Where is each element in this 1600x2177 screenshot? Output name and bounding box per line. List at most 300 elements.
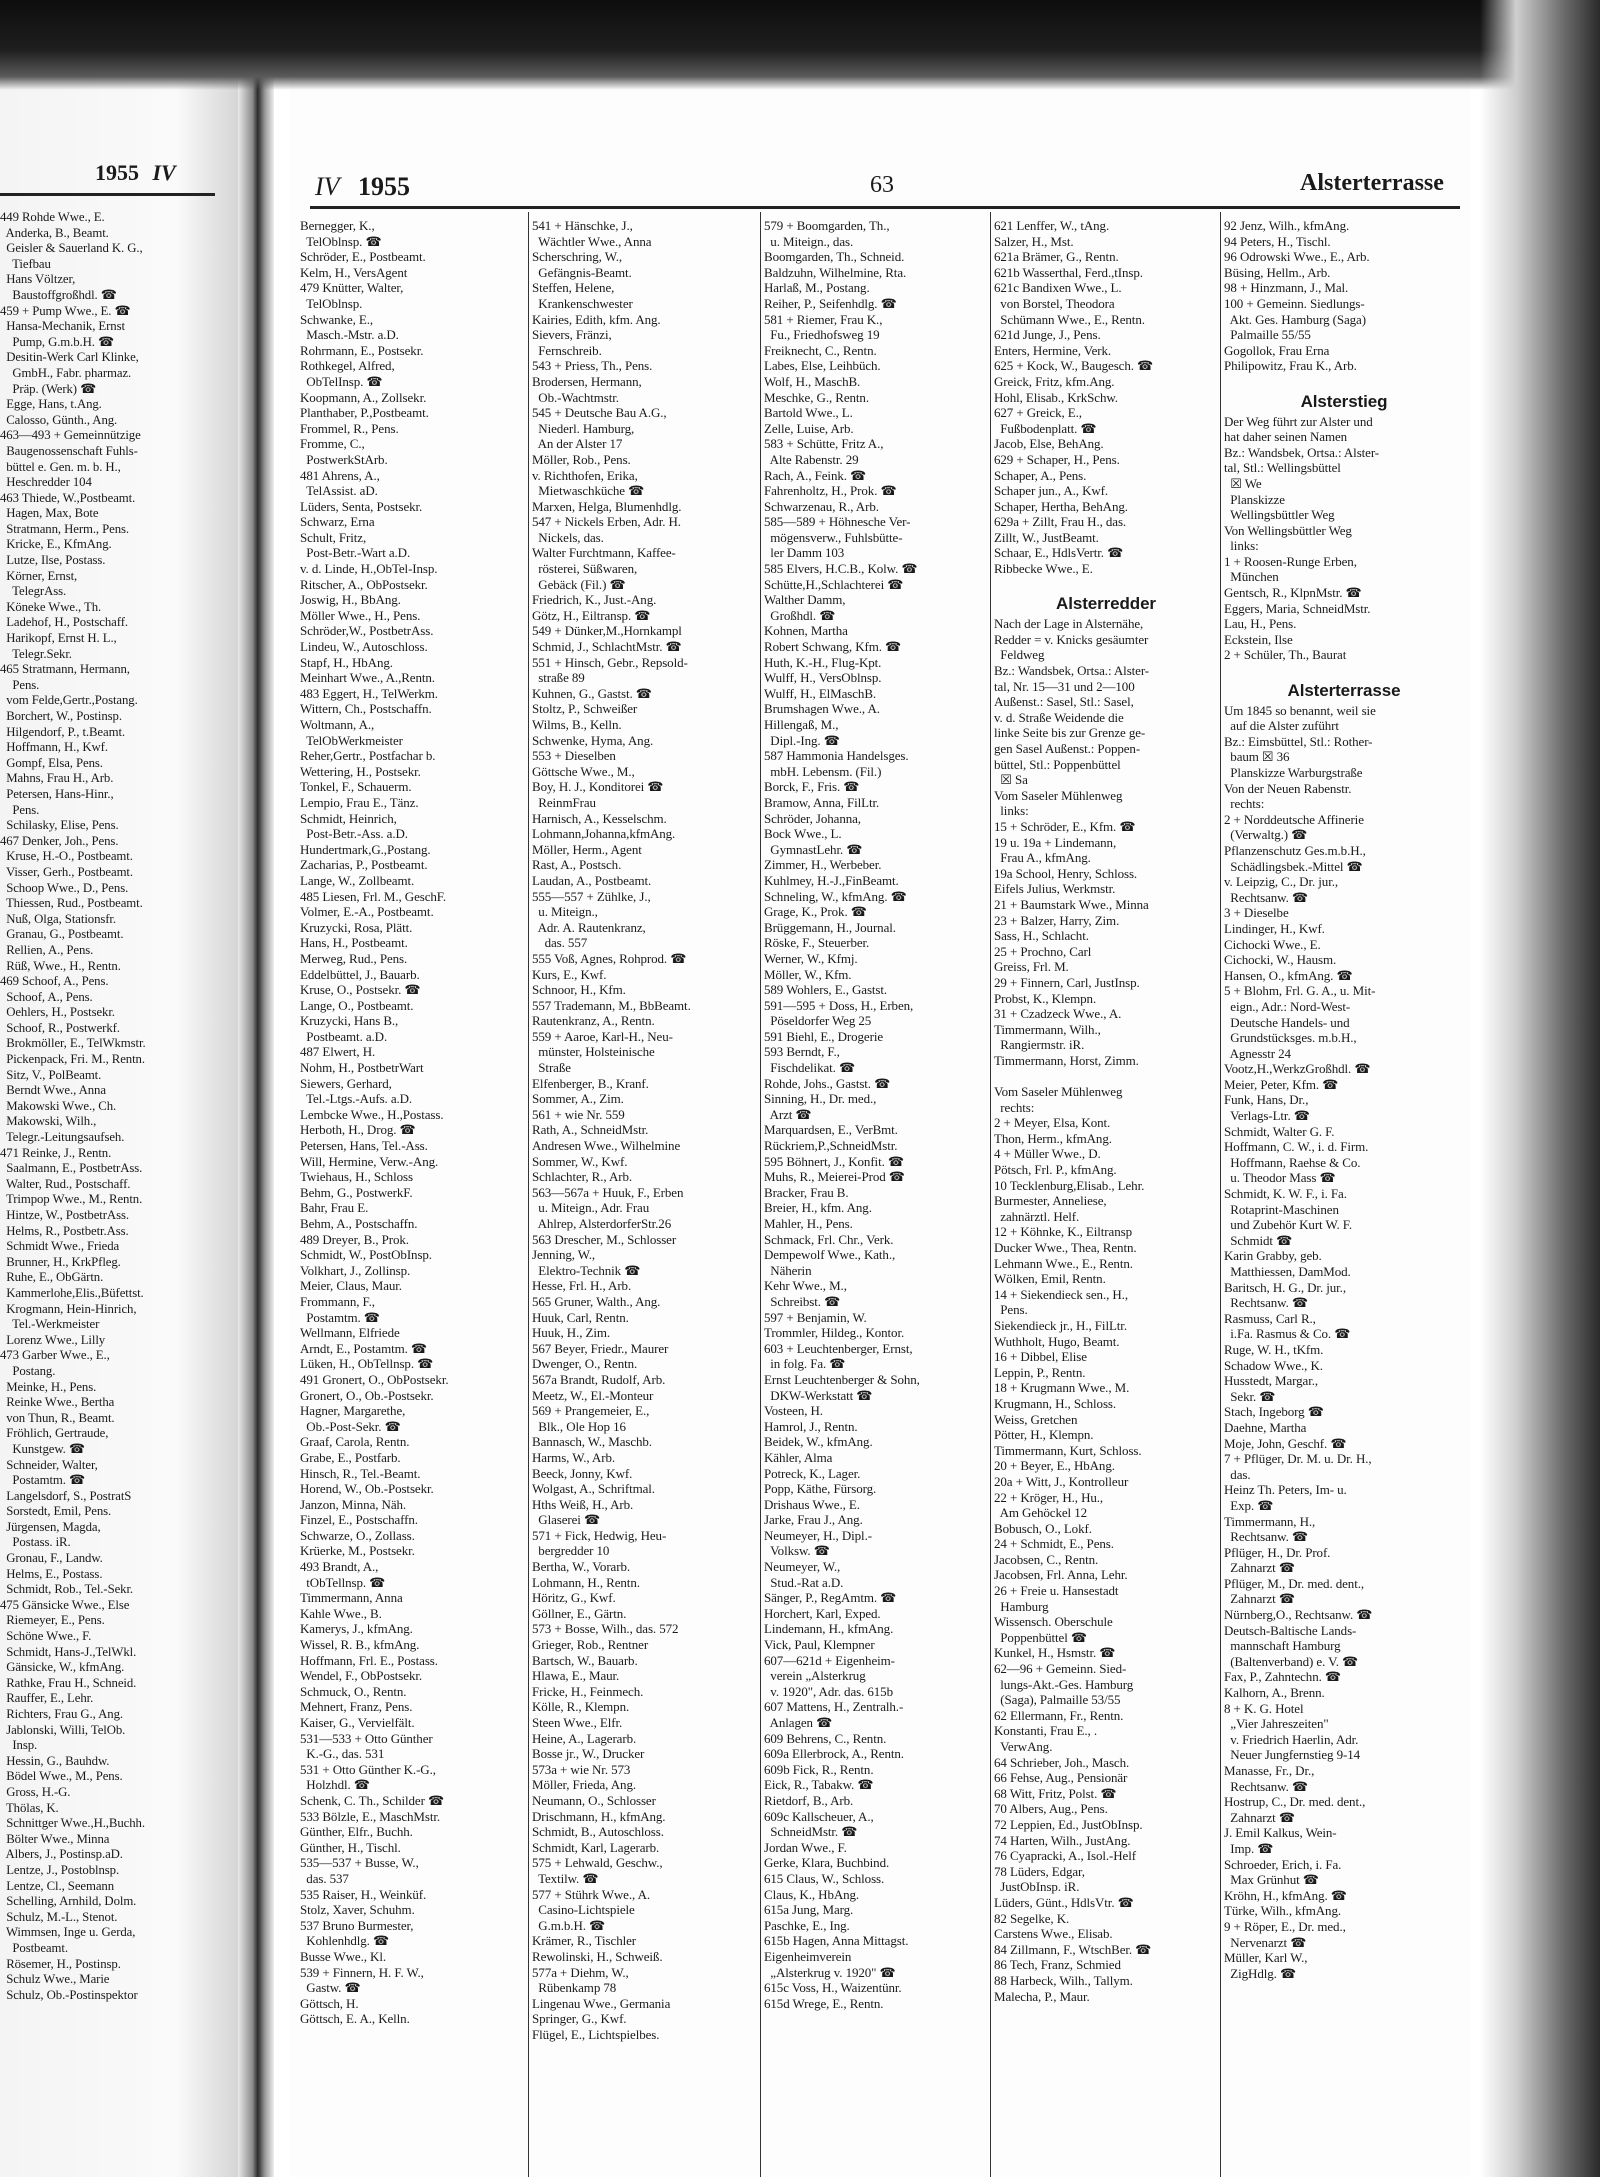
directory-entry-line: Bramow, Anna, FilLtr. xyxy=(764,794,880,810)
directory-entry-line: Popp, Käthe, Fürsorg. xyxy=(764,1481,877,1497)
directory-entry-line: 8 + K. G. Hotel xyxy=(1224,1700,1304,1716)
directory-entry-line: Gebäck (Fil.) ☎ xyxy=(532,576,626,592)
directory-entry-line: Pötsch, Frl. P., kfmAng. xyxy=(994,1162,1117,1178)
directory-entry-line: Wissensch. Oberschule xyxy=(994,1614,1113,1630)
directory-entry-line: Pflüger, M., Dr. med. dent., xyxy=(1224,1575,1365,1591)
directory-entry-line: Gompf, Elsa, Pens. xyxy=(0,755,103,770)
directory-entry-line: Rath, A., SchneidMstr. xyxy=(532,1122,649,1138)
directory-entry-line: 4 + Müller Wwe., D. xyxy=(994,1146,1101,1162)
directory-entry-line: Reiher, P., Seifenhdlg. ☎ xyxy=(764,295,897,311)
directory-entry-line: Hans, H., Postbeamt. xyxy=(300,935,408,951)
directory-entry-line: 463 Thiede, W.,Postbeamt. xyxy=(0,490,136,505)
directory-entry-line: Hostrup, C., Dr. med. dent., xyxy=(1224,1794,1366,1810)
directory-column-1 xyxy=(300,218,525,2027)
directory-entry-line: rechts: xyxy=(994,1099,1035,1115)
directory-entry-line: 72 Leppien, Ed., JustObInsp. xyxy=(994,1816,1143,1832)
directory-entry-line: 547 + Nickels Erben, Adr. H. xyxy=(532,514,681,530)
directory-entry-line: Der Weg führt zur Alster und xyxy=(1224,413,1373,429)
directory-entry-line: Lüders, Günt., HdlsVtr. ☎ xyxy=(994,1894,1134,1910)
directory-entry-line: Desitin-Werk Carl Klinke, xyxy=(0,350,139,365)
directory-entry-line: Sinning, H., Dr. med., xyxy=(764,1091,877,1107)
directory-entry-line: 473 Garber Wwe., E., xyxy=(0,1348,110,1363)
directory-entry-line: Siekendieck jr., H., FilLtr. xyxy=(994,1317,1127,1333)
directory-entry-line: 609c Kallscheuer, A., xyxy=(764,1808,874,1824)
directory-entry-line: Schnoor, H., Kfm. xyxy=(532,982,626,998)
directory-entry-line: Eckstein, Ilse xyxy=(1224,631,1293,647)
directory-entry-line: TelAssist. aD. xyxy=(300,483,378,499)
directory-entry-line: Schoop Wwe., D., Pens. xyxy=(0,880,129,895)
directory-entry-line: Gronau, F., Landw. xyxy=(0,1551,103,1566)
directory-entry-line: Fax, P., Zahntechn. ☎ xyxy=(1224,1669,1341,1685)
directory-entry-line: 23 + Balzer, Harry, Zim. xyxy=(994,912,1120,928)
directory-entry-line: ☒ We xyxy=(1224,475,1262,491)
directory-entry-line: 555 Voß, Agnes, Rohprod. ☎ xyxy=(532,950,687,966)
directory-entry-line: Planskizze Warburgstraße xyxy=(1224,765,1363,780)
directory-entry-line: Langelsdorf, S., PostratS xyxy=(0,1488,132,1503)
directory-entry-line: Pflanzenschutz Ges.m.b.H., xyxy=(1224,842,1366,858)
directory-entry-line: Vootz,H.,WerkzGroßhdl. ☎ xyxy=(1224,1061,1371,1077)
directory-entry-line: Imp. ☎ xyxy=(1224,1840,1274,1856)
directory-entry-line: Poppenbüttel ☎ xyxy=(994,1629,1087,1645)
directory-entry-line: Schneider, Walter, xyxy=(0,1457,98,1472)
directory-entry-line: 629 + Schaper, H., Pens. xyxy=(994,451,1120,467)
directory-entry-line: Rautenkranz, A., Rentn. xyxy=(532,1013,655,1029)
directory-entry-line: Kohnen, Martha xyxy=(764,623,848,639)
directory-entry-line: Dempewolf Wwe., Kath., xyxy=(764,1247,896,1263)
directory-entry-line: Kahle Wwe., B. xyxy=(300,1605,382,1621)
directory-entry-line: Hoffmann, H., Kwf. xyxy=(0,740,108,755)
directory-entry-line: 535—537 + Busse, W., xyxy=(300,1855,419,1871)
directory-entry-line: Möller, Rob., Pens. xyxy=(532,451,631,467)
directory-entry-line: 569 + Prangemeier, E., xyxy=(532,1403,650,1419)
directory-entry-line: Heschredder 104 xyxy=(0,475,92,490)
directory-entry-line: Rathke, Frau H., Schneid. xyxy=(0,1675,137,1690)
directory-entry-line: Schröder,W., PostbetrAss. xyxy=(300,623,434,639)
directory-entry-line: Wendel, F., ObPostsekr. xyxy=(300,1668,423,1684)
directory-entry-line: rösterei, Süßwaren, xyxy=(532,561,638,577)
directory-entry-line: Wuthholt, Hugo, Beamt. xyxy=(994,1333,1120,1349)
directory-entry-line: Visser, Gerh., Postbeamt. xyxy=(0,864,133,879)
directory-entry-line: Postamtm. ☎ xyxy=(300,1309,380,1325)
directory-entry-line: zahnärztl. Helf. xyxy=(994,1208,1080,1224)
directory-entry-line: Rechtsanw. ☎ xyxy=(1224,1295,1308,1311)
directory-entry-line: Vick, Paul, Klempner xyxy=(764,1637,875,1653)
directory-entry-line: v. Friedrich Haerlin, Adr. xyxy=(1224,1731,1359,1747)
header-roman: IV xyxy=(315,172,340,201)
directory-entry-line: 549 + Dünker,M.,Hornkampl xyxy=(532,623,682,639)
directory-entry-line: Rellien, A., Pens. xyxy=(0,942,94,957)
directory-entry-line: 16 + Dibbel, Elise xyxy=(994,1349,1087,1365)
directory-entry-line: 533 Bölzle, E., MaschMstr. xyxy=(300,1808,441,1824)
directory-entry-line: Hagner, Margarethe, xyxy=(300,1403,406,1419)
directory-entry-line: hat daher seinen Namen xyxy=(1224,429,1348,445)
directory-entry-line: 615 Claus, W., Schloss. xyxy=(764,1870,885,1886)
directory-entry-line: Bz.: Wandsbek, Ortsa.: Alster- xyxy=(994,663,1150,679)
directory-entry-line: Hoffmann, Frl. E., Postass. xyxy=(300,1652,438,1668)
directory-entry-line: Alte Rabenstr. 29 xyxy=(764,451,859,467)
directory-entry-line: 449 Rohde Wwe., E. xyxy=(0,210,105,224)
directory-entry-line: Pens. xyxy=(994,1302,1028,1318)
directory-entry-line: v. Leipzig, C., Dr. jur., xyxy=(1224,874,1339,890)
directory-entry-line: Büsing, Hellm., Arb. xyxy=(1224,264,1331,280)
directory-entry-line: 469 Schoof, A., Pens. xyxy=(0,974,109,989)
directory-entry-line: Lüken, H., ObTellnsp. ☎ xyxy=(300,1356,434,1372)
directory-entry-line: Huuk, Carl, Rentn. xyxy=(532,1309,629,1325)
directory-entry-line: Schulz, Ob.-Postinspektor xyxy=(0,1987,138,2002)
directory-entry-line: Koopmann, A., Zollsekr. xyxy=(300,389,427,405)
directory-entry-line: 487 Elwert, H. xyxy=(300,1044,376,1060)
directory-entry-line: Außenst.: Sasel, Stl.: Sasel, xyxy=(994,694,1134,710)
directory-entry-line: VerwAng. xyxy=(994,1739,1053,1754)
directory-entry-line: Claus, K., HbAng. xyxy=(764,1886,860,1902)
directory-entry-line: 595 Böhnert, J., Konfit. ☎ xyxy=(764,1153,904,1169)
directory-entry-line: 9 + Röper, E., Dr. med., xyxy=(1224,1918,1346,1934)
directory-entry-line: Weiss, Gretchen xyxy=(994,1411,1078,1427)
directory-entry-line: 88 Harbeck, Wilh., Tallym. xyxy=(994,1972,1133,1988)
directory-entry-line: Kurs, E., Kwf. xyxy=(532,966,607,982)
directory-entry-line: Bartold Wwe., L. xyxy=(764,405,853,421)
directory-entry-line: v. d. Linde, H.,ObTel-Insp. xyxy=(300,561,438,577)
directory-entry-line: Um 1845 so benannt, weil sie xyxy=(1224,702,1376,718)
directory-entry-line: 2 + Norddeutsche Affinerie xyxy=(1224,811,1364,827)
directory-entry-line: Springer, G., Kwf. xyxy=(532,2011,627,2027)
directory-entry-line: 19 u. 19a + Lindemann, xyxy=(994,834,1117,850)
directory-entry-line: Schaper, Hertha, BehAng. xyxy=(994,498,1128,514)
directory-entry-line: Lohmann,Johanna,kfmAng. xyxy=(532,826,676,842)
directory-entry-line: Eddelbüttel, J., Bauarb. xyxy=(300,966,420,982)
directory-entry-line: Stud.-Rat a.D. xyxy=(764,1574,844,1590)
directory-entry-line: Wolf, H., MaschB. xyxy=(764,373,861,389)
directory-entry-line: Hoffmann, Raehse & Co. xyxy=(1224,1154,1361,1170)
directory-entry-line: Max Grünhut ☎ xyxy=(1224,1872,1319,1888)
directory-entry-line: 96 Odrowski Wwe., E., Arb. xyxy=(1224,249,1370,265)
directory-entry-line: Fahrenholtz, H., Prok. ☎ xyxy=(764,483,897,499)
directory-entry-line: Rangiermstr. iR. xyxy=(994,1037,1085,1053)
directory-entry-line: u. Miteign., das. xyxy=(764,233,854,249)
directory-entry-line: Steffen, Helene, xyxy=(532,280,615,296)
directory-entry-line: Planthaber, P.,Postbeamt. xyxy=(300,405,429,421)
directory-entry-line: Wölken, Emil, Rentn. xyxy=(994,1271,1106,1287)
directory-entry-line: 78 Lüders, Edgar, xyxy=(994,1863,1085,1879)
directory-entry-line: Werner, W., Kfmj. xyxy=(764,950,858,966)
directory-entry-line: Lehmann Wwe., E., Rentn. xyxy=(994,1255,1133,1271)
directory-entry-line: Pötter, H., Klempn. xyxy=(994,1427,1094,1443)
directory-entry-line: Krugmann, H., Schloss. xyxy=(994,1395,1117,1411)
directory-entry-line: Schmidt, B., Autoschloss. xyxy=(532,1824,664,1840)
directory-entry-line: lungs-Akt.-Ges. Hamburg xyxy=(994,1676,1134,1692)
directory-entry-line: Grieger, Rob., Rentner xyxy=(532,1637,649,1653)
directory-entry-line: Philipowitz, Frau K., Arb. xyxy=(1224,358,1357,374)
directory-entry-line: Wächtler Wwe., Anna xyxy=(532,233,652,249)
directory-entry-line: Gänsicke, W., kfmAng. xyxy=(0,1660,125,1675)
directory-entry-line: Rauffer, E., Lehr. xyxy=(0,1691,94,1706)
directory-entry-line: Schoof, R., Postwerkf. xyxy=(0,1020,120,1035)
directory-entry-line: das. 557 xyxy=(532,935,588,951)
directory-entry-line: 589 Wohlers, E., Gastst. xyxy=(764,982,888,998)
directory-entry-line: Rewolinski, H., Schweiß. xyxy=(532,1948,663,1964)
street-section-heading: Alsterstieg xyxy=(1300,391,1388,411)
directory-entry-line: Deutsch-Baltische Lands- xyxy=(1224,1622,1357,1638)
directory-entry-line: Körner, Ernst, xyxy=(0,568,78,583)
directory-entry-line: Hessin, G., Bauhdw. xyxy=(0,1753,110,1768)
directory-entry-line: Kaiser, G., Vervielfält. xyxy=(300,1715,415,1730)
directory-entry-line: 465 Stratmann, Hermann, xyxy=(0,662,130,677)
directory-entry-line: Rüß, Wwe., H., Rentn. xyxy=(0,958,121,973)
directory-entry-line: Daehne, Martha xyxy=(1224,1419,1307,1435)
directory-entry-line: Vosteen, H. xyxy=(764,1403,823,1419)
directory-entry-line: Hans Völtzer, xyxy=(0,272,76,287)
directory-entry-line: Arndt, E., Postamtm. ☎ xyxy=(300,1340,428,1356)
directory-entry-line: Stolz, Xaver, Schuhm. xyxy=(300,1902,415,1918)
directory-entry-line: Horend, W., Ob.-Postsekr. xyxy=(300,1481,434,1497)
directory-column-2 xyxy=(532,218,757,2042)
directory-entry-line: Tel.-Werkmeister xyxy=(0,1317,100,1332)
directory-entry-line: Volkhart, J., Zollinsp. xyxy=(300,1262,411,1278)
directory-entry-line: Göllner, E., Gärtn. xyxy=(532,1605,627,1621)
directory-entry-line: Insp. xyxy=(0,1738,38,1753)
directory-entry-line: 64 Schrieber, Joh., Masch. xyxy=(994,1754,1130,1770)
directory-entry-line: Lange, O., Postbeamt. xyxy=(300,997,414,1013)
directory-entry-line: 559 + Aaroe, Karl-H., Neu- xyxy=(532,1028,673,1044)
directory-entry-line: Mahns, Frau H., Arb. xyxy=(0,771,114,786)
directory-entry-line: Mietwaschküche ☎ xyxy=(532,483,645,499)
directory-entry-line: 31 + Czadzeck Wwe., A. xyxy=(994,1006,1122,1022)
scan-top-shadow xyxy=(0,0,1600,90)
directory-entry-line: Post-Betr.-Wart a.D. xyxy=(300,545,411,561)
directory-entry-line: vom Felde,Gertr.,Postang. xyxy=(0,693,138,708)
directory-entry-line: Telegr.Sekr. xyxy=(0,646,72,661)
directory-entry-line: Hths Weiß, H., Arb. xyxy=(532,1496,634,1512)
directory-entry-line: Sommer, A., Zim. xyxy=(532,1091,624,1107)
directory-entry-line: 551 + Hinsch, Gebr., Repsold- xyxy=(532,654,688,670)
directory-entry-line: 22 + Kröger, H., Hu., xyxy=(994,1489,1104,1505)
directory-entry-line: Schenk, C. Th., Schilder ☎ xyxy=(300,1792,445,1808)
directory-entry-line: Helms, E., Postass. xyxy=(0,1566,103,1581)
directory-entry-line: Schneling, W., kfmAng. ☎ xyxy=(764,888,907,904)
directory-entry-line: Gerke, Klara, Buchbind. xyxy=(764,1855,890,1871)
directory-entry-line: Rübenkamp 78 xyxy=(532,1980,617,1996)
directory-entry-line: Zimmer, H., Werbeber. xyxy=(764,857,882,873)
directory-entry-line: PostwerkStArb. xyxy=(300,451,388,467)
directory-entry-line: Anlagen ☎ xyxy=(764,1715,833,1730)
directory-entry-line: Krämer, R., Tischler xyxy=(532,1933,636,1949)
directory-entry-line: Zahnarzt ☎ xyxy=(1224,1591,1295,1607)
directory-entry-line: Schmidt Wwe., Frieda xyxy=(0,1239,120,1254)
directory-entry-line: Granau, G., Postbeamt. xyxy=(0,927,124,942)
directory-entry-line: Meier, Peter, Kfm. ☎ xyxy=(1224,1076,1339,1092)
directory-entry-line: 591 Biehl, E., Drogerie xyxy=(764,1028,884,1044)
directory-entry-line: 100 + Gemeinn. Siedlungs- xyxy=(1224,295,1365,311)
directory-entry-line: Pump, G.m.b.H. ☎ xyxy=(0,334,114,349)
directory-entry-line: Cichocki, W., Hausm. xyxy=(1224,952,1337,968)
directory-entry-line: Baustoffgroßhdl. ☎ xyxy=(0,287,117,302)
directory-entry-line: 597 + Benjamin, W. xyxy=(764,1309,867,1325)
directory-entry-line: 467 Denker, Joh., Pens. xyxy=(0,833,119,848)
directory-entry-line: Lutze, Ilse, Postass. xyxy=(0,553,106,568)
directory-entry-line: Timmermann, Horst, Zimm. xyxy=(994,1052,1139,1068)
directory-entry-line: Reher,Gertr., Postfachar b. xyxy=(300,748,436,764)
directory-entry-line: Verlags-Ltr. ☎ xyxy=(1224,1108,1310,1124)
directory-entry-line: Meschke, G., Rentn. xyxy=(764,389,869,405)
directory-entry-line: Kruzycki, Rosa, Plätt. xyxy=(300,919,413,935)
directory-entry-line: Rechtsanw. ☎ xyxy=(1224,889,1308,905)
directory-entry-line: 10 Tecklenburg,Elisab., Lehr. xyxy=(994,1177,1145,1193)
directory-entry-line: Hinsch, R., Tel.-Beamt. xyxy=(300,1465,421,1481)
directory-entry-line: Neumeyer, H., Dipl.- xyxy=(764,1527,872,1543)
directory-entry-line: 585—589 + Höhnesche Ver- xyxy=(764,514,911,530)
directory-entry-line: Zelle, Luise, Arb. xyxy=(764,420,854,436)
directory-entry-line: 3 + Dieselbe xyxy=(1224,905,1289,921)
directory-entry-line: Bannasch, W., Maschb. xyxy=(532,1434,652,1450)
directory-entry-line: 571 + Fick, Hedwig, Heu- xyxy=(532,1527,667,1543)
directory-entry-line: 565 Gruner, Walth., Ang. xyxy=(532,1293,661,1309)
directory-entry-line: 573 + Bosse, Wilh., das. 572 xyxy=(532,1621,679,1637)
directory-entry-line: Enters, Hermine, Verk. xyxy=(994,342,1112,358)
directory-entry-line: „Alsterkrug v. 1920" ☎ xyxy=(764,1964,896,1980)
directory-entry-line: Kölle, R., Klempn. xyxy=(532,1699,630,1715)
directory-entry-line: Müller, Karl W., xyxy=(1224,1950,1308,1966)
directory-entry-line: Rasmuss, Carl R., xyxy=(1224,1310,1316,1326)
directory-entry-line: Salzer, H., Mst. xyxy=(994,233,1074,249)
directory-entry-line: 84 Zillmann, F., WtschBer. ☎ xyxy=(994,1941,1152,1957)
directory-entry-line: Schelling, Arnhild, Dolm. xyxy=(0,1894,137,1909)
directory-entry-line: links: xyxy=(994,803,1029,819)
directory-entry-line: Schwarz, Erna xyxy=(300,514,375,530)
directory-entry-line: Kuhnen, G., Gastst. ☎ xyxy=(532,685,652,701)
directory-entry-line: 491 Gronert, O., ObPostsekr. xyxy=(300,1371,449,1387)
directory-entry-line: GymnastLehr. ☎ xyxy=(764,841,863,857)
directory-entry-line: Dipl.-Ing. ☎ xyxy=(764,732,840,748)
directory-entry-line: (Saga), Palmaille 53/55 xyxy=(994,1692,1121,1708)
directory-entry-line: 62 Ellermann, Fr., Rentn. xyxy=(994,1707,1124,1723)
directory-entry-line: Busse Wwe., Kl. xyxy=(300,1948,387,1964)
directory-entry-line: Schlachter, R., Arb. xyxy=(532,1169,633,1185)
directory-entry-line: An der Alster 17 xyxy=(532,436,623,452)
directory-entry-line: Greick, Fritz, kfm.Ang. xyxy=(994,373,1115,389)
directory-entry-line: Leppin, P., Rentn. xyxy=(994,1364,1086,1380)
directory-entry-line: Schwanke, E., xyxy=(300,311,374,327)
directory-entry-line: 82 Segelke, K. xyxy=(994,1910,1070,1926)
directory-entry-line: Fröhlich, Gertraude, xyxy=(0,1426,109,1441)
directory-entry-line: Holzhdl. ☎ xyxy=(300,1777,370,1793)
directory-entry-line: Straße xyxy=(532,1060,571,1076)
directory-entry-line: Deutsche Handels- und xyxy=(1224,1014,1350,1030)
directory-entry-line: Behm, G., PostwerkF. xyxy=(300,1184,413,1200)
directory-entry-line: Kammerlohe,Elis.,Büfettst. xyxy=(0,1285,144,1300)
directory-entry-line: Graaf, Carola, Rentn. xyxy=(300,1434,410,1450)
directory-entry-line: Anderka, B., Beamt. xyxy=(0,225,109,240)
directory-entry-line: 579 + Boomgarden, Th., xyxy=(764,218,890,233)
directory-entry-line: Marxen, Helga, Blumenhdlg. xyxy=(532,498,682,514)
directory-entry-line: Rösemer, H., Postinsp. xyxy=(0,1956,121,1971)
directory-entry-line: 609a Ellerbrock, A., Rentn. xyxy=(764,1746,904,1762)
directory-entry-line: Egge, Hans, t.Ang. xyxy=(0,397,102,412)
directory-entry-line: 66 Fehse, Aug., Pensionär xyxy=(994,1770,1128,1786)
directory-entry-line: 577 + Stührk Wwe., A. xyxy=(532,1886,651,1902)
directory-entry-line: Jürgensen, Magda, xyxy=(0,1519,101,1534)
directory-entry-line: Ob.-Post-Sekr. ☎ xyxy=(300,1418,401,1434)
directory-entry-line: Ducker Wwe., Thea, Rentn. xyxy=(994,1240,1137,1255)
directory-entry-line: 2 + Meyer, Elsa, Kont. xyxy=(994,1115,1111,1131)
directory-entry-line: Bobusch, O., Lokf. xyxy=(994,1520,1092,1536)
directory-entry-line: Günther, H., Tischl. xyxy=(300,1839,401,1855)
directory-entry-line: Lembcke Wwe., H.,Postass. xyxy=(300,1106,444,1122)
directory-entry-line xyxy=(994,1068,1218,1084)
directory-entry-line: (Verwaltg.) ☎ xyxy=(1224,827,1308,843)
directory-entry-line: Tiefbau xyxy=(0,256,51,271)
directory-entry-line: Marquardsen, E., VerBmt. xyxy=(764,1122,898,1138)
directory-entry-line: Petersen, Hans, Tel.-Ass. xyxy=(300,1138,428,1154)
directory-entry-line: Hillengaß, M., xyxy=(764,717,839,732)
directory-entry-line: Sorstedt, Emil, Pens. xyxy=(0,1504,112,1519)
directory-entry-line: u. Miteign., xyxy=(532,904,598,920)
directory-entry-line: 74 Harten, Wilh., JustAng. xyxy=(994,1832,1131,1848)
directory-entry-line: 98 + Hinzmann, J., Mal. xyxy=(1224,280,1349,296)
directory-entry-line: Boomgarden, Th., Schneid. xyxy=(764,249,905,265)
directory-entry-line: 70 Albers, Aug., Pens. xyxy=(994,1801,1108,1817)
directory-entry-line: 585 Elvers, H.C.B., Kolw. ☎ xyxy=(764,561,918,577)
directory-entry-line: GmbH., Fabr. pharmaz. xyxy=(0,365,132,380)
directory-entry-line: Volksw. ☎ xyxy=(764,1543,830,1559)
directory-entry-line: i.Fa. Rasmus & Co. ☎ xyxy=(1224,1326,1351,1342)
directory-entry-line: 20a + Witt, J., Kontrolleur xyxy=(994,1473,1129,1489)
directory-entry-line: 483 Eggert, H., TelWerkm. xyxy=(300,685,438,701)
directory-entry-line: Jacobsen, Frl. Anna, Lehr. xyxy=(994,1567,1128,1583)
directory-entry-line: Borck, F., Fris. ☎ xyxy=(764,779,860,795)
directory-entry-line: Thölas, K. xyxy=(0,1800,59,1815)
directory-entry-line: Funk, Hans, Dr., xyxy=(1224,1092,1309,1108)
directory-entry-line: 609b Fick, R., Rentn. xyxy=(764,1761,874,1777)
directory-entry-line: Nervenarzt ☎ xyxy=(1224,1934,1307,1950)
directory-entry-line: Richters, Frau G., Ang. xyxy=(0,1707,123,1721)
directory-entry-line: 475 Gänsicke Wwe., Else xyxy=(0,1597,130,1612)
directory-entry-line: 18 + Krugmann Wwe., M. xyxy=(994,1380,1130,1396)
directory-entry-line: Geisler & Sauerland K. G., xyxy=(0,241,143,256)
directory-entry-line: Adr. A. Rautenkranz, xyxy=(532,919,646,935)
directory-entry-line: Schmidt, W., PostObInsp. xyxy=(300,1247,432,1263)
directory-entry-line: 7 + Pflüger, Dr. M. u. Dr. H., xyxy=(1224,1451,1372,1467)
directory-entry-line: Schwarze, O., Zollass. xyxy=(300,1527,415,1543)
directory-entry-line: Jarke, Frau J., Ang. xyxy=(764,1512,863,1528)
directory-entry-line: Sommer, W., Kwf. xyxy=(532,1153,628,1169)
directory-entry-line: Dwenger, O., Rentn. xyxy=(532,1356,638,1372)
directory-entry-line: Huth, K.-H., Flug-Kpt. xyxy=(764,654,882,670)
directory-entry-line: Scherschring, W., xyxy=(532,249,623,265)
directory-entry-line: Riemeyer, E., Pens. xyxy=(0,1613,105,1628)
directory-entry-line: SchneidMstr. ☎ xyxy=(764,1824,858,1840)
directory-entry-line: Grage, K., Prok. ☎ xyxy=(764,904,867,920)
directory-entry-line: 615d Wrege, E., Rentn. xyxy=(764,1995,884,2011)
directory-entry-line: Berndt Wwe., Anna xyxy=(0,1083,106,1098)
directory-entry-line: Möller, Herm., Agent xyxy=(532,841,642,857)
directory-entry-line: Wolgast, A., Schriftmal. xyxy=(532,1481,655,1497)
directory-entry-line: Möller, W., Kfm. xyxy=(764,966,852,982)
directory-entry-line: Finzel, E., Postschaffn. xyxy=(300,1512,418,1528)
directory-entry-line: Lüders, Senta, Postsekr. xyxy=(300,498,423,514)
header-rule xyxy=(310,206,1460,209)
directory-entry-line: Wellingsbüttler Weg xyxy=(1224,507,1335,523)
directory-entry-line: Schröder, E., Postbeamt. xyxy=(300,249,426,265)
directory-entry-line: Schwenke, Hyma, Ang. xyxy=(532,732,654,748)
directory-entry-line: 539 + Finnern, H. F. W., xyxy=(300,1964,424,1980)
directory-entry-line: Behm, A., Postschaffn. xyxy=(300,1216,418,1231)
directory-entry-line: Schädlingsbek.-Mittel ☎ xyxy=(1224,858,1363,874)
directory-entry-line: Friedrich, K., Just.-Ang. xyxy=(532,592,657,608)
directory-entry-line: Frommel, R., Pens. xyxy=(300,420,399,436)
directory-entry-line: Timmermann, Anna xyxy=(300,1590,403,1606)
directory-entry-line: Schroeder, Erich, i. Fa. xyxy=(1224,1856,1342,1872)
directory-entry-line: Drishaus Wwe., E. xyxy=(764,1496,860,1512)
